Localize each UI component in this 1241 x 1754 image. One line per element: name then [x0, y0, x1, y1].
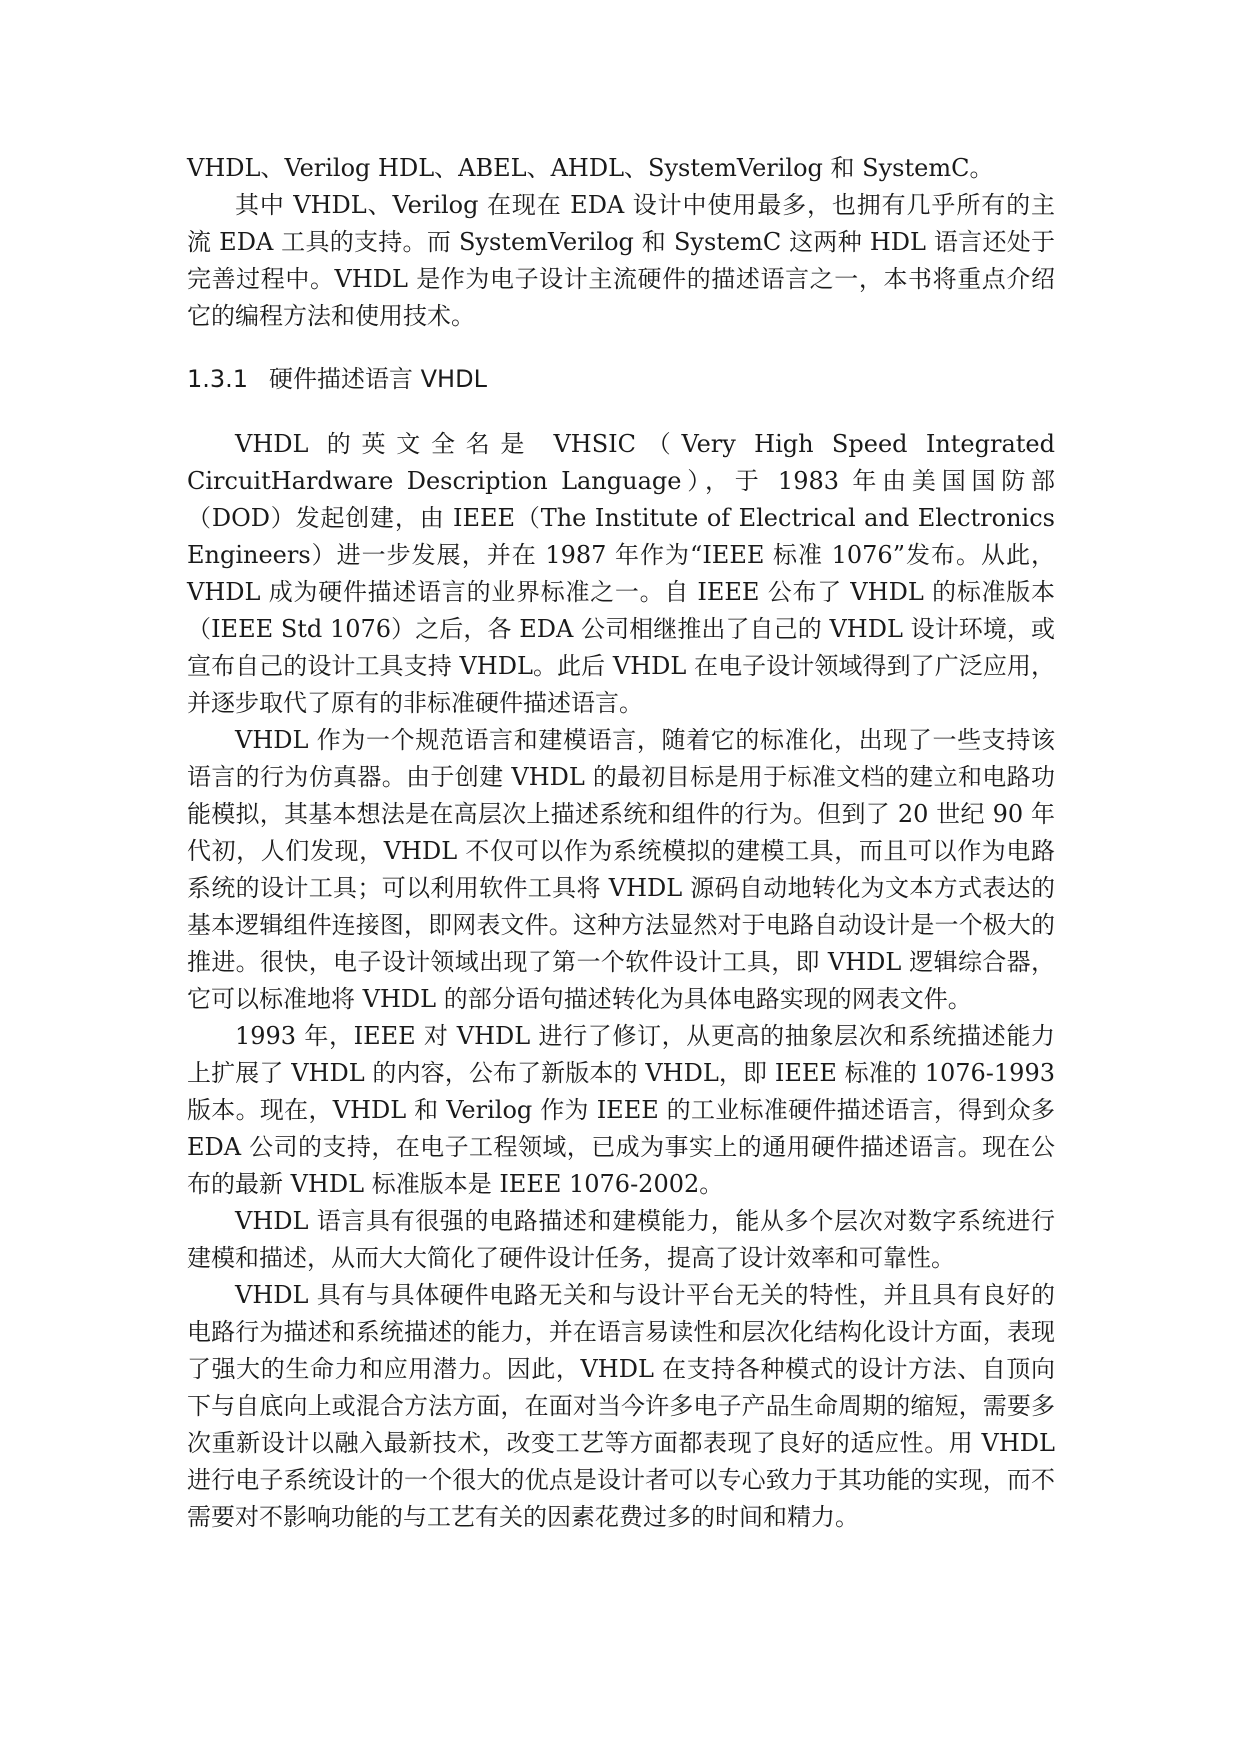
- paragraph-continued: VHDL、Verilog HDL、ABEL、AHDL、SystemVerilog 和 SystemC。: [187, 154, 994, 182]
- paragraph-vhdl-revision: 1993 年，IEEE 对 VHDL 进行了修订，从更高的抽象层次和系统描述能力上扩展了 VHDL 的内容，公布了新版本的 VHDL，即 IEEE 标准的 1076-1993 版本。现在，VHDL 和 Verilog 作为 IEEE 的工业标准硬件描述语言，得到众多 EDA 公司的支持，在电子工程领域，已成为事实上的通用硬件描述语言。现在公布的最新 VHDL 标准版本是 IEEE 1076-2002。: [187, 1022, 1055, 1198]
- paragraph-vhdl-modeling: VHDL 作为一个规范语言和建模语言，随着它的标准化，出现了一些支持该语言的行为仿真器。由于创建 VHDL 的最初目标是用于标准文档的建立和电路功能模拟，其基本想法是在高层次上描述系统和组件的行为。但到了 20 世纪 90 年代初，人们发现，VHDL 不仅可以作为系统模拟的建模工具，而且可以作为电路系统的设计工具；可以利用软件工具将 VHDL 源码自动地转化为文本方式表达的基本逻辑组件连接图，即网表文件。这种方法显然对于电路自动设计是一个极大的推进。很快，电子设计领域出现了第一个软件设计工具，即 VHDL 逻辑综合器，它可以标准地将 VHDL 的部分语句描述转化为具体电路实现的网表文件。: [187, 726, 1055, 1013]
- paragraph-vhdl-history: VHDL 的英文全名是 VHSIC（Very High Speed Integrated CircuitHardware Description Language），于 1983 年由美国国防部（DOD）发起创建，由 IEEE（The Institute of Electrical and Electronics Engineers）进一步发展，并在 1987 年作为“IEEE 标准 1076”发布。从此，VHDL 成为硬件描述语言的业界标准之一。自 IEEE 公布了 VHDL 的标准版本（IEEE Std 1076）之后，各 EDA 公司相继推出了自己的 VHDL 设计环境，或宣布自己的设计工具支持 VHDL。此后 VHDL 在电子设计领域得到了广泛应用，并逐步取代了原有的非标准硬件描述语言。: [187, 430, 1055, 717]
- section-title: 硬件描述语言 VHDL: [269, 365, 487, 393]
- paragraph-hdl-usage: 其中 VHDL、Verilog 在现在 EDA 设计中使用最多，也拥有几乎所有的主流 EDA 工具的支持。而 SystemVerilog 和 SystemC 这两种 HDL 语言还处于完善过程中。VHDL 是作为电子设计主流硬件的描述语言之一，本书将重点介绍它的编程方法和使用技术。: [187, 191, 1055, 330]
- section-number: 1.3.1: [187, 365, 249, 393]
- paragraph-vhdl-capability: VHDL 语言具有很强的电路描述和建模能力，能从多个层次对数字系统进行建模和描述，从而大大简化了硬件设计任务，提高了设计效率和可靠性。: [187, 1207, 1055, 1272]
- section-heading: [187, 361, 1055, 398]
- page-content: [187, 150, 1055, 1536]
- paragraph-vhdl-advantages: VHDL 具有与具体硬件电路无关和与设计平台无关的特性，并且具有良好的电路行为描述和系统描述的能力，并在语言易读性和层次化结构化设计方面，表现了强大的生命力和应用潜力。因此，VHDL 在支持各种模式的设计方法、自顶向下与自底向上或混合方法方面，在面对当今许多电子产品生命周期的缩短，需要多次重新设计以融入最新技术，改变工艺等方面都表现了良好的适应性。用 VHDL 进行电子系统设计的一个很大的优点是设计者可以专心致力于其功能的实现，而不需要对不影响功能的与工艺有关的因素花费过多的时间和精力。: [187, 1281, 1055, 1531]
